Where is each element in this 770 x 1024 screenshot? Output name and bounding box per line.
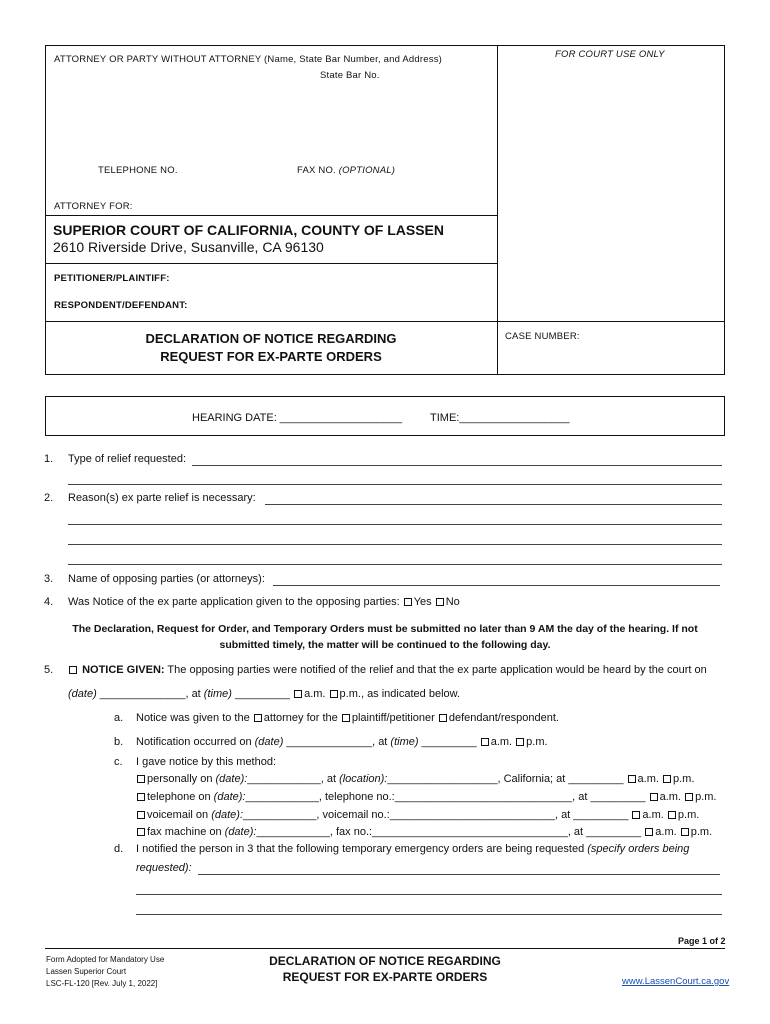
personal-location-field[interactable]: __________________, California; at _________	[387, 773, 627, 785]
item2-line-4[interactable]	[68, 564, 722, 565]
court-website-link[interactable]: www.LassenCourt.ca.gov	[622, 976, 730, 987]
state-bar-label: State Bar No.	[320, 70, 380, 81]
personal-pm-checkbox-icon[interactable]	[663, 775, 671, 783]
telephone-label: TELEPHONE NO.	[98, 165, 178, 176]
item5-pm: p.m.	[339, 688, 361, 700]
telephone-pm-checkbox-icon[interactable]	[685, 793, 693, 801]
method-voicemail-row	[136, 809, 699, 821]
court-address: 2610 Riverside Drive, Susanville, CA 96130	[53, 239, 324, 255]
sub-c-text: I gave notice by this method:	[136, 756, 277, 768]
method-fax-row	[136, 826, 712, 838]
sub-d-italic: (specify orders being	[587, 843, 690, 855]
notice-given-checkbox-icon[interactable]	[69, 666, 77, 674]
item3-line[interactable]	[273, 585, 720, 586]
case-number-label: CASE NUMBER:	[505, 331, 580, 342]
item5-time-label: (time)	[203, 688, 232, 700]
item5-date-field[interactable]: ______________, at	[96, 688, 204, 700]
footer-form-id: LSC-FL-120 [Rev. July 1, 2022]	[46, 979, 158, 988]
footer-adopted: Form Adopted for Mandatory Use	[46, 955, 165, 964]
voicemail-pm: p.m.	[677, 809, 700, 821]
personal-label: personally on	[147, 773, 216, 785]
item1-label: Type of relief requested:	[68, 453, 187, 465]
voicemail-am-checkbox-icon[interactable]	[632, 811, 640, 819]
notice-given-label: NOTICE GIVEN:	[82, 664, 165, 676]
caption-box	[45, 45, 725, 375]
court-name: SUPERIOR COURT OF CALIFORNIA, COUNTY OF LASSEN	[53, 222, 444, 238]
respondent-label: RESPONDENT/DEFENDANT:	[54, 300, 188, 311]
orders-line-1[interactable]	[198, 874, 720, 875]
hearing-date[interactable]: HEARING DATE: ____________________	[192, 412, 403, 424]
sub-a-label: a.	[114, 712, 124, 724]
fax-am-checkbox-icon[interactable]	[645, 828, 653, 836]
item5-number: 5.	[44, 664, 54, 676]
telephone-pm: p.m.	[695, 791, 717, 803]
yes-label: Yes	[413, 596, 432, 608]
personal-location-label: (location):	[339, 773, 388, 785]
attorney-for-label: ATTORNEY FOR:	[54, 201, 133, 212]
sub-a-defendant: defendant/respondent.	[448, 712, 559, 724]
rule-attorney-for	[45, 215, 497, 216]
personal-date-label: (date):	[215, 773, 248, 785]
item5-row	[68, 664, 707, 676]
telephone-am: a.m.	[659, 791, 681, 803]
telephone-am-checkbox-icon[interactable]	[650, 793, 658, 801]
personal-date-field[interactable]: ____________, at	[247, 773, 340, 785]
method-telephone-row	[136, 791, 716, 803]
fax-pm: p.m.	[690, 826, 713, 838]
page-number: Page 1 of 2	[678, 936, 726, 946]
personal-am-checkbox-icon[interactable]	[628, 775, 636, 783]
sub-b-text: Notification occurred on	[136, 736, 255, 748]
item2-label: Reason(s) ex parte relief is necessary:	[68, 492, 256, 504]
voicemail-am: a.m.	[642, 809, 664, 821]
fax-fields[interactable]: ____________, fax no.:________________________________, at _________	[256, 826, 645, 838]
footer-rule	[45, 948, 725, 949]
orders-line-3[interactable]	[136, 914, 722, 915]
fax-optional: (OPTIONAL)	[338, 165, 396, 176]
voicemail-date-label: (date):	[211, 809, 243, 821]
telephone-fields[interactable]: ____________, telephone no.:_____________________________, at _________	[245, 791, 649, 803]
sub-d-row	[136, 843, 689, 855]
attorney-checkbox-icon[interactable]	[254, 714, 262, 722]
sub-b-time-field[interactable]: _________	[418, 736, 480, 748]
sub-b-label: b.	[114, 736, 124, 748]
personal-pm: p.m.	[672, 773, 695, 785]
fax-date-label: (date):	[224, 826, 257, 838]
orders-line-2[interactable]	[136, 894, 722, 895]
telephone-date-label: (date):	[213, 791, 246, 803]
item3-label: Name of opposing parties (or attorneys):	[68, 573, 265, 585]
sub-a-text: Notice was given to the	[136, 712, 253, 724]
item5-date-label: (date)	[68, 688, 97, 700]
item5-pm-checkbox-icon[interactable]	[330, 690, 338, 698]
yes-checkbox-icon[interactable]	[404, 598, 412, 606]
sub-d-label: d.	[114, 843, 124, 855]
sub-d-text: I notified the person in 3 that the following temporary emergency orders are being requested	[136, 843, 588, 855]
sub-b-row	[136, 736, 548, 748]
item4-row	[68, 596, 460, 608]
fax-method-label: fax machine on	[147, 826, 225, 838]
footer-title-line2: REQUEST FOR EX-PARTE ORDERS	[282, 970, 488, 984]
item1-line[interactable]	[192, 465, 722, 466]
sub-b-date-label: (date)	[254, 736, 284, 748]
sub-a-row	[136, 712, 559, 724]
item1-number: 1.	[44, 453, 54, 465]
item1-line-2[interactable]	[68, 484, 722, 485]
voicemail-fields[interactable]: ____________, voicemail no.:___________________________, at _________	[243, 809, 632, 821]
voicemail-checkbox-icon[interactable]	[137, 811, 145, 819]
deadline-warning-line2: submitted timely, the matter will be continued to the following day.	[219, 639, 551, 651]
no-label: No	[445, 596, 460, 608]
fax-pm-checkbox-icon[interactable]	[681, 828, 689, 836]
form-title	[45, 330, 497, 366]
voicemail-label: voicemail on	[147, 809, 212, 821]
item2-line[interactable]	[265, 504, 722, 505]
telephone-checkbox-icon[interactable]	[137, 793, 145, 801]
item2-line-2[interactable]	[68, 524, 722, 525]
item4-label: Was Notice of the ex parte application given to the opposing parties:	[68, 596, 400, 608]
item5-end: , as indicated below.	[360, 688, 461, 700]
footer-title	[220, 953, 550, 985]
sub-b-pm-checkbox-icon[interactable]	[516, 738, 524, 746]
sub-a-attorney: attorney for the	[263, 712, 341, 724]
rule-court	[45, 263, 497, 264]
item2-number: 2.	[44, 492, 54, 504]
hearing-time[interactable]: TIME:__________________	[430, 412, 570, 424]
fax-am: a.m.	[655, 826, 677, 838]
item4-number: 4.	[44, 596, 54, 608]
fax-label	[297, 165, 395, 176]
form-title-line1: DECLARATION OF NOTICE REGARDING	[145, 331, 397, 346]
court-use-label: FOR COURT USE ONLY	[555, 49, 665, 60]
sub-a-plaintiff: plaintiff/petitioner	[351, 712, 438, 724]
voicemail-pm-checkbox-icon[interactable]	[668, 811, 676, 819]
petitioner-label: PETITIONER/PLAINTIFF:	[54, 273, 170, 284]
item2-line-3[interactable]	[68, 544, 722, 545]
fax-label-text: FAX NO.	[297, 165, 339, 176]
footer-meta	[46, 954, 164, 990]
deadline-warning	[40, 621, 730, 653]
personal-am: a.m.	[637, 773, 659, 785]
defendant-checkbox-icon[interactable]	[439, 714, 447, 722]
personal-checkbox-icon[interactable]	[137, 775, 145, 783]
no-checkbox-icon[interactable]	[436, 598, 444, 606]
footer-title-line1: DECLARATION OF NOTICE REGARDING	[269, 954, 501, 968]
rule-parties	[45, 321, 725, 322]
notice-given-text: The opposing parties were notified of the relief and that the ex parte application would be heard by the court on	[164, 664, 707, 676]
method-personal-row	[136, 773, 694, 785]
item5-time-field[interactable]: _________	[231, 688, 294, 700]
item5-am: a.m.	[304, 688, 326, 700]
item5-date-row	[68, 688, 460, 700]
sub-b-time-label: (time)	[390, 736, 419, 748]
plaintiff-checkbox-icon[interactable]	[342, 714, 350, 722]
sub-d-requested: requested):	[136, 862, 192, 874]
telephone-label-text: telephone on	[147, 791, 214, 803]
deadline-warning-line1: The Declaration, Request for Order, and Temporary Orders must be submitted no later than 9 AM the day of the hearing. If not	[72, 623, 698, 635]
item5-am-checkbox-icon[interactable]	[294, 690, 302, 698]
caption-divider	[497, 45, 498, 375]
fax-checkbox-icon[interactable]	[137, 828, 145, 836]
sub-b-am: a.m.	[490, 736, 513, 748]
sub-b-date-field[interactable]: ______________, at	[283, 736, 391, 748]
attorney-label: ATTORNEY OR PARTY WITHOUT ATTORNEY (Name, State Bar Number, and Address)	[54, 54, 443, 65]
sub-b-pm: p.m.	[526, 736, 548, 748]
sub-b-am-checkbox-icon[interactable]	[481, 738, 489, 746]
form-title-line2: REQUEST FOR EX-PARTE ORDERS	[160, 349, 382, 364]
footer-court: Lassen Superior Court	[46, 967, 127, 976]
sub-c-label: c.	[114, 756, 123, 768]
item3-number: 3.	[44, 573, 54, 585]
